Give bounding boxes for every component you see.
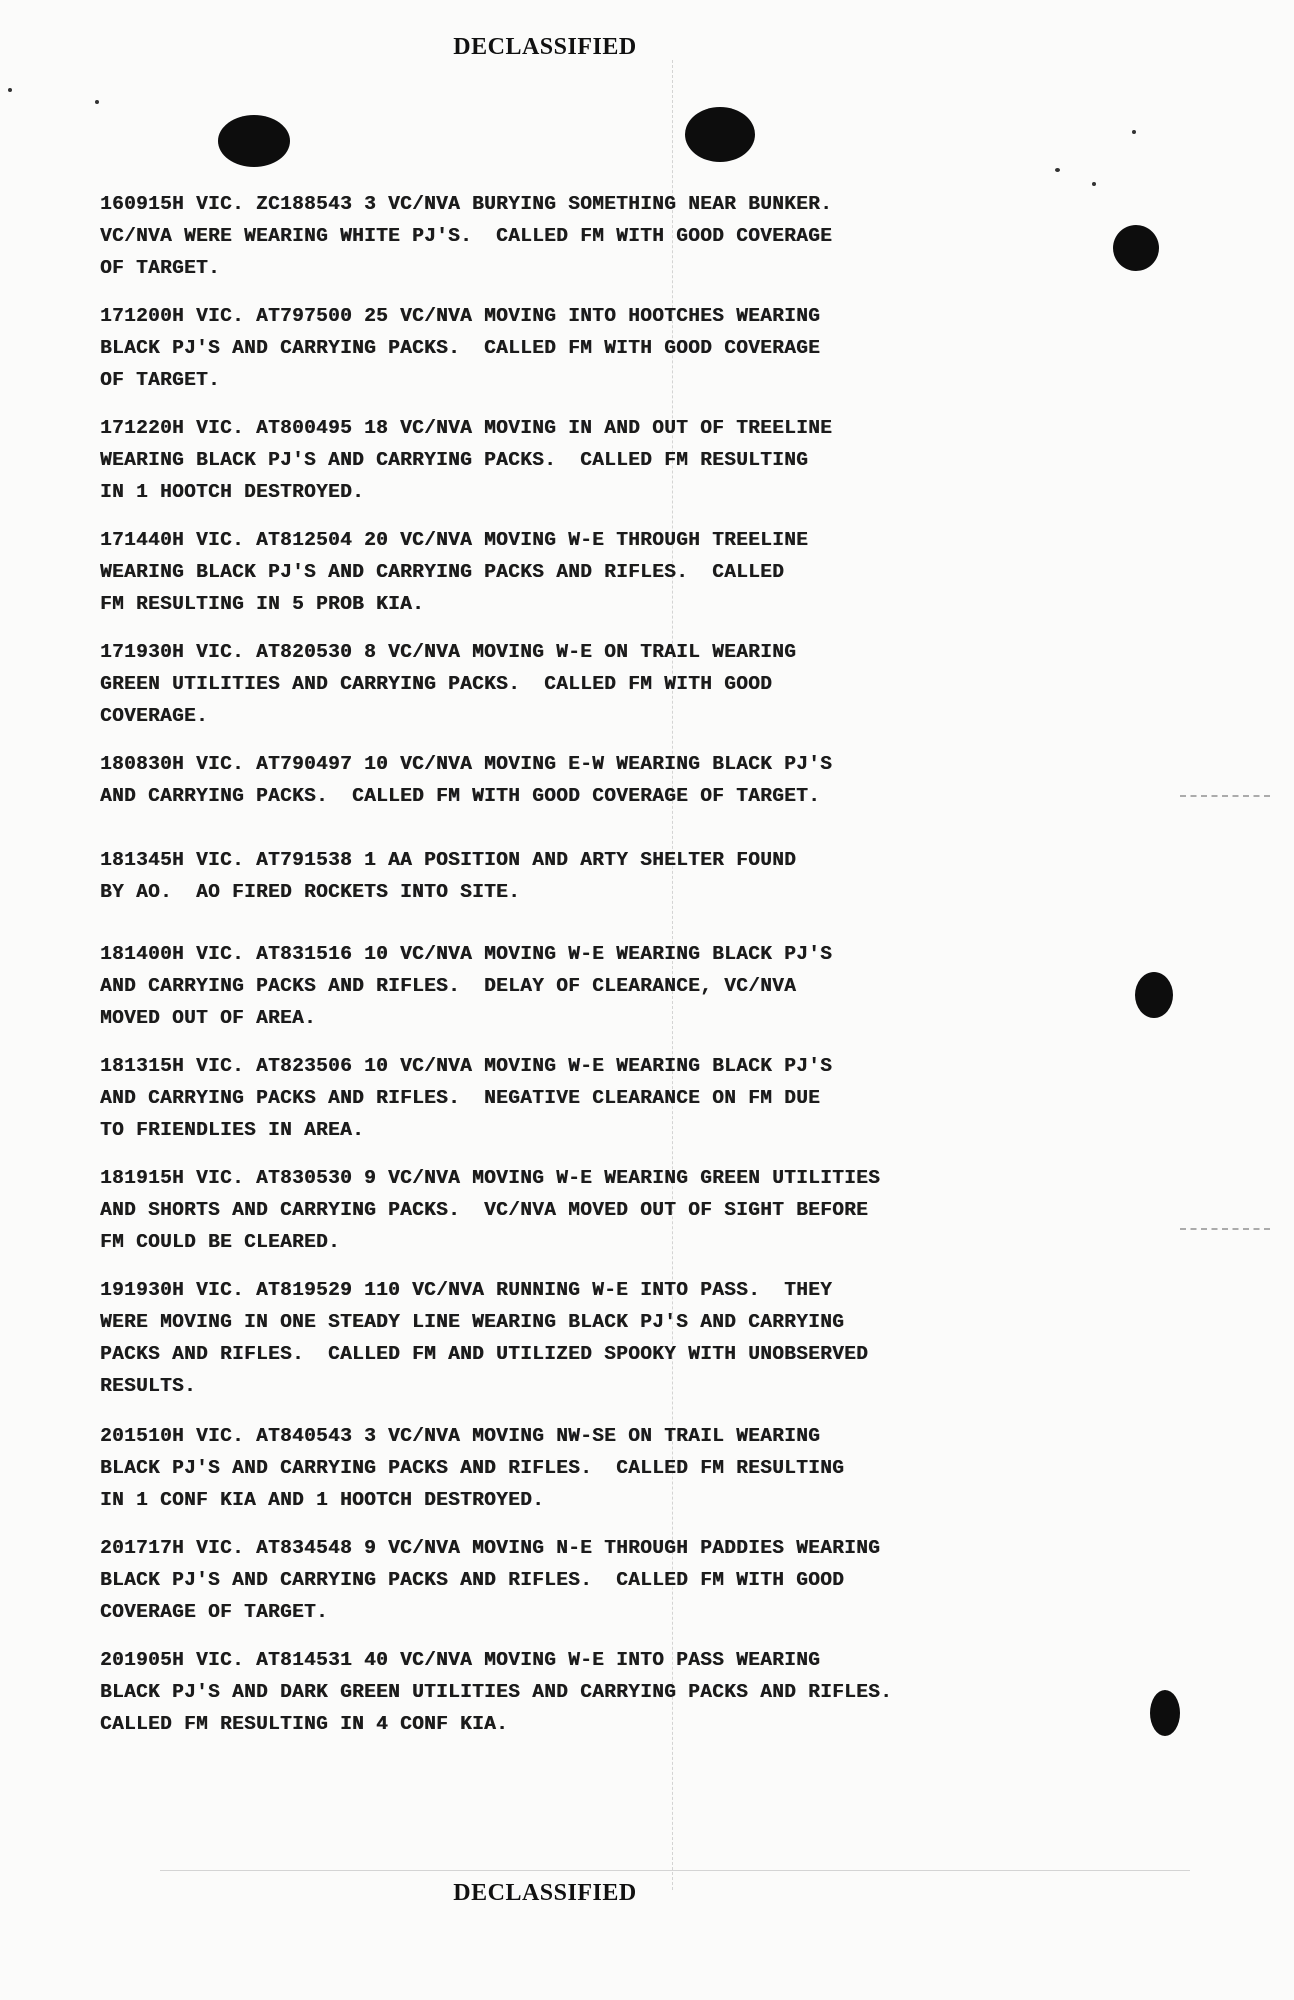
log-entry: 160915H VIC. ZC188543 3 VC/NVA BURYING SOMETHING NEAR BUNKER. VC/NVA WERE WEARING WHITE PJ'S. CALLED FM WITH GOOD COVERAGE OF TARGET. [100,193,833,279]
margin-dash [1180,795,1270,797]
log-entry: 171440H VIC. AT812504 20 VC/NVA MOVING W-E THROUGH TREELINE WEARING BLACK PJ'S AND CARRYING PACKS AND RIFLES. CALLED FM RESULTING IN 5 PROB KIA. [100,529,809,615]
log-entry: 201717H VIC. AT834548 9 VC/NVA MOVING N-E THROUGH PADDIES WEARING BLACK PJ'S AND CARRYING PACKS AND RIFLES. CALLED FM WITH GOOD COVERAGE OF TARGET. [100,1537,881,1623]
log-entry: 171930H VIC. AT820530 8 VC/NVA MOVING W-E ON TRAIL WEARING GREEN UTILITIES AND CARRYING PACKS. CALLED FM WITH GOOD COVERAGE. [100,641,797,727]
log-entry: 171220H VIC. AT800495 18 VC/NVA MOVING IN AND OUT OF TREELINE WEARING BLACK PJ'S AND CARRYING PACKS. CALLED FM RESULTING IN 1 HOOTCH DESTROYED. [100,417,833,503]
log-entry: 191930H VIC. AT819529 110 VC/NVA RUNNING W-E INTO PASS. THEY WERE MOVING IN ONE STEADY LINE WEARING BLACK PJ'S AND CARRYING PACKS AND RIFLES. CALLED FM AND UTILIZED SPOOKY WITH UNOBSERVED RESULTS. [100,1279,869,1397]
margin-dash [1180,1228,1270,1230]
log-entry: 201905H VIC. AT814531 40 VC/NVA MOVING W-E INTO PASS WEARING BLACK PJ'S AND DARK GREEN UTILITIES AND CARRYING PACKS AND RIFLES. CALLED FM RESULTING IN 4 CONF KIA. [100,1649,893,1735]
punch-hole-top-center [685,107,755,162]
speck [1055,168,1060,172]
declassified-footer: DECLASSIFIED [453,1880,637,1906]
declassified-header: DECLASSIFIED [453,34,637,60]
speck [1092,182,1096,186]
log-entry: 181400H VIC. AT831516 10 VC/NVA MOVING W-E WEARING BLACK PJ'S AND CARRYING PACKS AND RIFLES. DELAY OF CLEARANCE, VC/NVA MOVED OUT OF AREA. [100,943,833,1029]
bottom-rule [160,1870,1190,1871]
log-entry: 181915H VIC. AT830530 9 VC/NVA MOVING W-E WEARING GREEN UTILITIES AND SHORTS AND CARRYING PACKS. VC/NVA MOVED OUT OF SIGHT BEFORE FM COULD BE CLEARED. [100,1167,881,1253]
speck [1132,130,1136,134]
punch-hole-top-left [218,115,290,167]
log-entry: 201510H VIC. AT840543 3 VC/NVA MOVING NW-SE ON TRAIL WEARING BLACK PJ'S AND CARRYING PACKS AND RIFLES. CALLED FM RESULTING IN 1 CONF KIA AND 1 HOOTCH DESTROYED. [100,1425,845,1511]
speck [95,100,99,104]
log-entry: 180830H VIC. AT790497 10 VC/NVA MOVING E-W WEARING BLACK PJ'S AND CARRYING PACKS. CALLED FM WITH GOOD COVERAGE OF TARGET. [100,753,833,807]
punch-hole-right-upper [1113,225,1159,271]
log-entry: 171200H VIC. AT797500 25 VC/NVA MOVING INTO HOOTCHES WEARING BLACK PJ'S AND CARRYING PACKS. CALLED FM WITH GOOD COVERAGE OF TARGET. [100,305,821,391]
speck [8,88,12,92]
log-entry: 181345H VIC. AT791538 1 AA POSITION AND ARTY SHELTER FOUND BY AO. AO FIRED ROCKETS INTO SITE. [100,849,797,903]
punch-hole-right-middle [1135,972,1173,1018]
punch-hole-right-lower [1150,1690,1180,1736]
log-entry: 181315H VIC. AT823506 10 VC/NVA MOVING W-E WEARING BLACK PJ'S AND CARRYING PACKS AND RIFLES. NEGATIVE CLEARANCE ON FM DUE TO FRIENDLIES IN AREA. [100,1055,833,1141]
